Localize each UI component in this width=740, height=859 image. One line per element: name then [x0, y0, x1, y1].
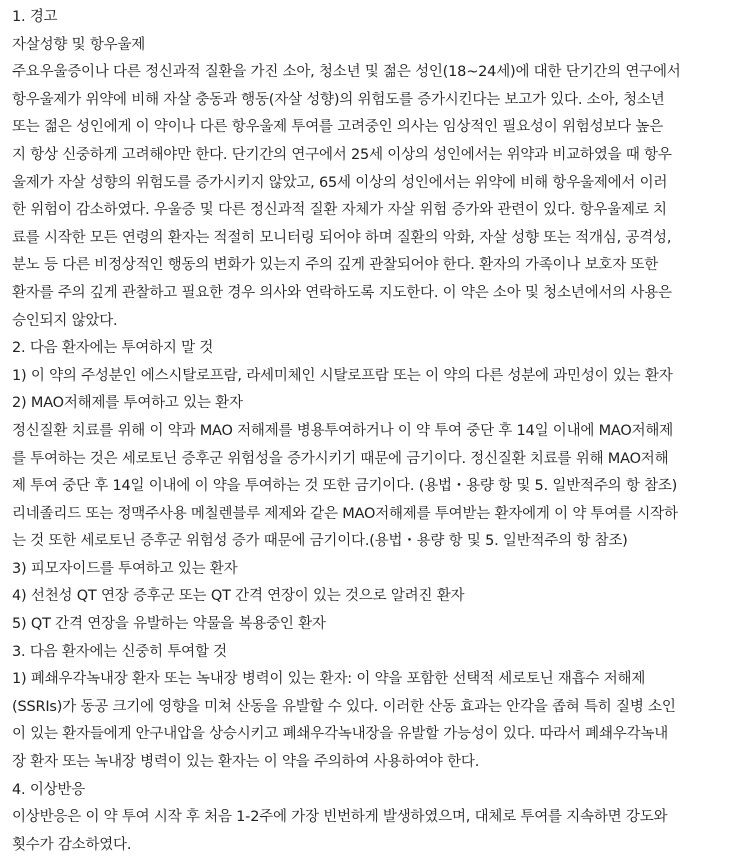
list-item: 2) MAO저해제를 투여하고 있는 환자 [12, 395, 243, 412]
paragraph-line: 승인되지 않았다. [12, 312, 118, 329]
paragraph-line: 항우울제가 위약에 비해 자살 충동과 행동(자살 성향)의 위험도를 증가시킨다는 보고가 있다. 소아, 청소년 [12, 91, 665, 108]
section-heading-contraindications: 2. 다음 환자에는 투여하지 말 것 [12, 340, 214, 357]
paragraph-line: 또는 젊은 성인에게 이 약이나 다른 항우울제 투여를 고려중인 의사는 임상적인 필요성이 위험성보다 높은 [12, 119, 664, 136]
list-item: 4) 선천성 QT 연장 증후군 또는 QT 간격 연장이 있는 것으로 알려진 환자 [12, 588, 465, 605]
section-heading-adverse-reactions: 4. 이상반응 [12, 781, 86, 798]
paragraph-line: 분노 등 다른 비정상적인 행동의 변화가 있는지 주의 깊게 관찰되어야 한다. 환자의 가족이나 보호자 또한 [12, 257, 659, 274]
paragraph-line: 는 것 또한 세로토닌 증후군 위험성 증가 때문에 금기이다.(용법・용량 항 및 5. 일반적주의 항 참조) [12, 533, 628, 550]
list-item: 1) 폐쇄우각녹내장 환자 또는 녹내장 병력이 있는 환자: 이 약을 포함한 선택적 세로토닌 재흡수 저해제 [12, 671, 646, 688]
paragraph-line: 한 위험이 감소하였다. 우울증 및 다른 정신과적 질환 자체가 자살 위험 증가와 관련이 있다. 항우울제로 치 [12, 202, 667, 219]
paragraph-line: 이상반응은 이 약 투여 시작 후 처음 1-2주에 가장 빈번하게 발생하였으며, 대체로 투여를 지속하면 강도와 [12, 809, 668, 826]
paragraph-line: 지 항상 신중하게 고려해야만 한다. 단기간의 연구에서 25세 이상의 성인에서는 위약과 비교하였을 때 항우 [12, 146, 672, 163]
paragraph-line: 정신질환 치료를 위해 이 약과 MAO 저해제를 병용투여하거나 이 약 투여 중단 후 14일 이내에 MAO저해제 [12, 422, 674, 439]
paragraph-line: 를 투여하는 것은 세로토닌 증후군 위험성을 증가시키기 때문에 금기이다. 정신질환 치료를 위해 MAO저해 [12, 450, 669, 467]
list-item: 1) 이 약의 주성분인 에스시탈로프람, 라세미체인 시탈로프람 또는 이 약의 다른 성분에 과민성이 있는 환자 [12, 367, 673, 384]
section-heading-warning: 1. 경고 [12, 9, 58, 25]
paragraph-line: 횟수가 감소하였다. [12, 836, 132, 853]
paragraph-line: 울제가 자살 성향의 위험도를 증가시키지 않았고, 65세 이상의 성인에서는 위약에 비해 항우울제에서 이러 [12, 174, 668, 191]
paragraph-line: 주요우울증이나 다른 정신과적 질환을 가진 소아, 청소년 및 젊은 성인(18~24세)에 대한 단기간의 연구에서 [12, 64, 681, 81]
paragraph-line: 료를 시작한 모든 연령의 환자는 적절히 모니터링 되어야 하며 질환의 악화, 자살 성향 또는 적개심, 공격성, [12, 229, 672, 246]
paragraph-line: (SSRIs)가 동공 크기에 영향을 미쳐 산동을 유발할 수 있다. 이러한 산동 효과는 안각을 좁혀 특히 질병 소인 [12, 698, 676, 715]
paragraph-line: 환자를 주의 깊게 관찰하고 필요한 경우 의사와 연락하도록 지도한다. 이 약은 소아 및 청소년에서의 사용은 [12, 284, 672, 301]
list-item: 3) 피모자이드를 투여하고 있는 환자 [12, 560, 238, 577]
paragraph-line: 이 있는 환자들에게 안구내압을 상승시키고 폐쇄우각녹내장을 유발할 가능성이 있다. 따라서 폐쇄우각녹내 [12, 726, 669, 743]
paragraph-line: 제 투여 중단 후 14일 이내에 이 약을 투여하는 것 또한 금기이다. (용법・용량 항 및 5. 일반적주의 항 참조) [12, 478, 678, 495]
document-text [12, 4, 736, 859]
list-item: 5) QT 간격 연장을 유발하는 약물을 복용중인 환자 [12, 616, 326, 633]
subheading-suicidality: 자살성향 및 항우울제 [12, 36, 146, 53]
paragraph-line: 리네졸리드 또는 정맥주사용 메칠렌블루 제제와 같은 MAO저해제를 투여받는 환자에게 이 약 투여를 시작하 [12, 505, 678, 522]
paragraph-line: 장 환자 또는 녹내장 병력이 있는 환자는 이 약을 주의하여 사용하여야 한다. [12, 754, 480, 771]
section-heading-precautions: 3. 다음 환자에는 신중히 투여할 것 [12, 643, 227, 660]
